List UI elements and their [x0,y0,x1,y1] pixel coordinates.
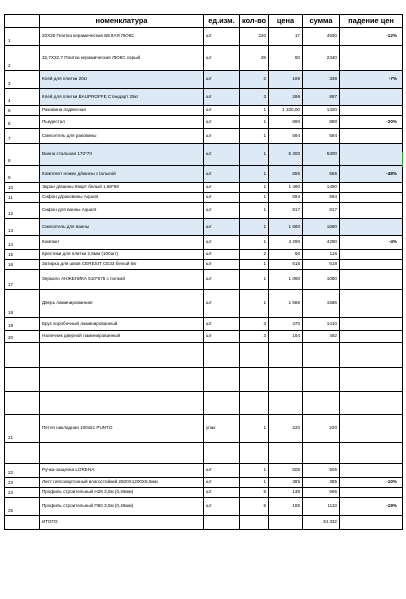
header-unit: ед.изм. [204,15,240,28]
header-qty: кол-во [240,15,269,28]
row-unit: шт [204,270,240,290]
row-price-drop: -19% [340,498,403,516]
table-row [5,89,403,106]
table-row [5,270,403,290]
row-qty: 6 [240,498,269,516]
row-sum: 4930 [303,28,340,46]
row-name: ИТОГО: [40,516,204,530]
row-qty: 220 [240,28,269,46]
row-price-drop: -10% [340,478,403,488]
row-price-drop: -7% [340,71,403,89]
row-unit: шт [204,46,240,71]
row-name: Сифон д/раковины Aquant [40,193,204,203]
row-price-drop [340,443,403,464]
row-name: Клей для плитки 20кг [40,71,204,89]
row-sum: 5300 [303,144,340,166]
row-unit: шт [204,89,240,106]
row-sum: 2340 [303,46,340,71]
row-qty: 3 [240,318,269,331]
row-price-drop [340,368,403,392]
row-number: 14 [5,236,40,250]
row-name: Дверь ламинированная [40,290,204,318]
total-row [5,516,403,530]
row-unit [204,392,240,415]
table-row [5,166,403,183]
row-unit: шт [204,203,240,219]
table-row [5,193,403,203]
row-number [5,343,40,368]
row-price: 164 [269,331,303,343]
row-price-drop [340,290,403,318]
row-price-drop [340,129,403,144]
row-name: Смеситель для ванны [40,219,204,236]
row-sum: 1680 [303,219,340,236]
row-name [40,392,204,415]
row-price-drop [340,415,403,443]
row-name [40,443,204,464]
row-price: 1 586 [269,290,303,318]
header-name: номенклатура [40,15,204,28]
row-price: 817 [269,203,303,219]
row-price-drop [340,516,403,530]
row-sum: 618 [303,260,340,270]
row-sum [303,443,340,464]
table-row [5,260,403,270]
header-drop: падение цен [340,15,403,28]
row-price-drop [340,392,403,415]
table-row [5,290,403,318]
row-unit: шт [204,331,240,343]
row-number: 15 [5,250,40,260]
table-row [5,28,403,46]
row-name: Профиль строительный П60 3,0м (0,45мм) [40,498,204,516]
row-qty: 1 [240,219,269,236]
row-sum [303,392,340,415]
row-name: Зеркало АНЖЕЛИКА 510*575 с полкой [40,270,204,290]
row-sum: 4290 [303,236,340,250]
row-unit: шт [204,219,240,236]
row-unit: шт [204,129,240,144]
row-price-drop: -20% [340,116,403,129]
row-price: 470 [269,318,303,331]
row-unit [204,343,240,368]
table-row [5,318,403,331]
table-row [5,343,403,368]
row-price-drop [340,193,403,203]
row-name: Затирка для швов CERESIT CE33 белый 5кг [40,260,204,270]
row-sum: 1110 [303,498,340,516]
row-price: 594 [269,193,303,203]
row-unit: шт [204,166,240,183]
row-price: 185 [269,498,303,516]
row-unit [204,368,240,392]
table-row [5,46,403,71]
row-price-drop [340,203,403,219]
row-number: 2 [5,46,40,71]
row-sum: 897 [303,89,340,106]
row-number: 11 [5,193,40,203]
row-qty: 2 [240,250,269,260]
row-price-drop [340,250,403,260]
row-price-drop [340,46,403,71]
row-price: 655 [269,166,303,183]
row-price: 505 [269,464,303,478]
table-row [5,144,403,166]
row-price [269,443,303,464]
table-row [5,368,403,392]
row-qty: 1 [240,203,269,219]
row-price: 1 320,00 [269,106,303,116]
row-name: Компакт [40,236,204,250]
row-qty: 5 [240,488,269,498]
row-unit: шт [204,464,240,478]
cell-selection-marker [402,152,406,167]
row-sum: 1320 [303,106,340,116]
row-unit: шт [204,106,240,116]
row-qty [240,516,269,530]
row-price [269,516,303,530]
row-price: 4 290 [269,236,303,250]
row-number: 4 [5,89,40,106]
row-sum: 1410 [303,318,340,331]
row-price: 890 [269,116,303,129]
row-price-drop [340,331,403,343]
table-row [5,236,403,250]
row-price: 60 [269,46,303,71]
table-row [5,488,403,498]
row-number: 3 [5,71,40,89]
row-unit: шт [204,144,240,166]
row-qty: 1 [240,106,269,116]
row-number: 12 [5,203,40,219]
row-number [5,516,40,530]
row-price-drop [340,270,403,290]
row-price: 1 080 [269,270,303,290]
row-name: Наличник дверной ламинированный [40,331,204,343]
row-number: 23 [5,478,40,488]
table-row [5,498,403,516]
row-name: Экран д/ванны Кварт белый 1,68*56 [40,183,204,193]
row-price: 5 300 [269,144,303,166]
row-name: Комплект ножек д/ванны стальной [40,166,204,183]
row-price-drop [340,343,403,368]
row-unit: шт [204,28,240,46]
row-price: 169 [269,71,303,89]
row-price: 299 [269,89,303,106]
row-number: 6 [5,116,40,129]
table-row [5,203,403,219]
row-sum: 695 [303,488,340,498]
row-sum [303,343,340,368]
row-unit: шт [204,236,240,250]
row-sum: 505 [303,464,340,478]
row-price: 618 [269,260,303,270]
table-row [5,331,403,343]
row-qty [240,392,269,415]
row-number: 21 [5,415,40,443]
row-number [5,443,40,464]
row-name: Петля накладная 100х51 PUNTO [40,415,204,443]
row-name: 20Х30 Плитка керамическая БЕЛАЯ ЛЮКС [40,28,204,46]
row-price [269,343,303,368]
row-price-drop [340,183,403,193]
row-price: 220 [269,415,303,443]
row-number: 24 [5,488,40,498]
table-row [5,443,403,464]
row-unit: шт [204,71,240,89]
row-name: Крестики для плитки 2,5мм (100шт) [40,250,204,260]
row-price-drop [340,89,403,106]
table-row [5,71,403,89]
row-price: 385 [269,478,303,488]
row-sum: 116 [303,250,340,260]
nomenclature-table [4,14,403,530]
row-qty [240,443,269,464]
row-price-drop [340,106,403,116]
row-qty: 1 [240,144,269,166]
row-sum: 338 [303,71,340,89]
row-sum: 594 [303,193,340,203]
row-price: 139 [269,488,303,498]
row-number: 8 [5,144,40,166]
table-row [5,219,403,236]
table-row [5,415,403,443]
row-sum: 1586 [303,290,340,318]
row-qty: 1 [240,290,269,318]
row-number [5,368,40,392]
row-price-drop [340,219,403,236]
table-row [5,183,403,193]
row-unit [204,516,240,530]
row-price-drop [340,464,403,478]
row-number: 25 [5,498,40,516]
row-qty: 3 [240,331,269,343]
row-name: Пьедестал [40,116,204,129]
row-qty: 1 [240,270,269,290]
table-row [5,250,403,260]
row-price-drop [340,260,403,270]
row-unit: шт [204,488,240,498]
row-unit [204,443,240,464]
row-price-drop [340,144,403,166]
header-sum: сумма [303,15,340,28]
row-qty: 1 [240,183,269,193]
row-name: Профиль строительный Н28 3,0м (0,45мм) [40,488,204,498]
row-price: 1 680 [269,219,303,236]
row-qty: 1 [240,236,269,250]
row-price: 58 [269,250,303,260]
row-name: Сифон для ванны Aquant [40,203,204,219]
table-row [5,106,403,116]
row-qty: 1 [240,415,269,443]
row-qty: 1 [240,116,269,129]
row-name: Клей для плитки BAUPROFFE Стандарт 25кг [40,89,204,106]
row-sum: 34 332 [303,516,340,530]
header-price: цена [269,15,303,28]
row-unit: шт [204,290,240,318]
row-unit: шт [204,260,240,270]
table-row [5,478,403,488]
row-sum: 385 [303,478,340,488]
table-row [5,129,403,144]
table-row [5,392,403,415]
row-qty: 1 [240,166,269,183]
row-price [269,392,303,415]
row-number: 22 [5,464,40,478]
row-price: 17 [269,28,303,46]
header-row [5,15,403,28]
row-sum: 1490 [303,183,340,193]
row-name: Раковина подвесная [40,106,204,116]
row-number: 9 [5,166,40,183]
row-name: Ванна стальная 170*70 [40,144,204,166]
row-number: 19 [5,318,40,331]
row-qty: 1 [240,464,269,478]
row-name [40,368,204,392]
row-price-drop [340,488,403,498]
row-sum: 594 [303,129,340,144]
row-unit: шт [204,183,240,193]
row-qty: 1 [240,193,269,203]
row-price: 1 490 [269,183,303,193]
row-number: 10 [5,183,40,193]
row-name: Ручка-защелка LORENA [40,464,204,478]
table-row [5,116,403,129]
row-qty: 3 [240,89,269,106]
row-price-drop: -12% [340,28,403,46]
row-price-drop: -4% [340,236,403,250]
row-qty [240,368,269,392]
row-name [40,343,204,368]
row-sum: 655 [303,166,340,183]
row-name: Смеситель для раковины [40,129,204,144]
row-sum: 817 [303,203,340,219]
row-name: 32,7Х32,7 Плитка керамическая ЛЮКС серый [40,46,204,71]
row-number: 16 [5,260,40,270]
row-sum: 492 [303,331,340,343]
row-number: 7 [5,129,40,144]
row-unit: шт [204,478,240,488]
row-qty: 2 [240,71,269,89]
row-qty [240,343,269,368]
row-number: 1 [5,28,40,46]
row-unit: шт [204,193,240,203]
row-price [269,368,303,392]
row-unit: шт [204,498,240,516]
row-name: Лист гипсокартонный влагостойкий 2500Х1200Х9,5мм [40,478,204,488]
header-num [5,15,40,28]
row-unit: шт [204,318,240,331]
row-qty: 39 [240,46,269,71]
row-unit: шт [204,250,240,260]
row-sum: 890 [303,116,340,129]
row-number: 17 [5,270,40,290]
row-qty: 1 [240,260,269,270]
row-number: 5 [5,106,40,116]
row-qty: 1 [240,129,269,144]
row-sum: 220 [303,415,340,443]
row-number: 20 [5,331,40,343]
row-number [5,392,40,415]
row-price-drop: -48% [340,166,403,183]
row-price-drop [340,318,403,331]
row-name: Брус коробочный ламинированный [40,318,204,331]
row-price: 594 [269,129,303,144]
row-unit: упак [204,415,240,443]
table-row [5,464,403,478]
row-number: 18 [5,290,40,318]
row-unit: шт [204,116,240,129]
row-sum: 1080 [303,270,340,290]
row-number: 13 [5,219,40,236]
row-sum [303,368,340,392]
row-qty: 1 [240,478,269,488]
